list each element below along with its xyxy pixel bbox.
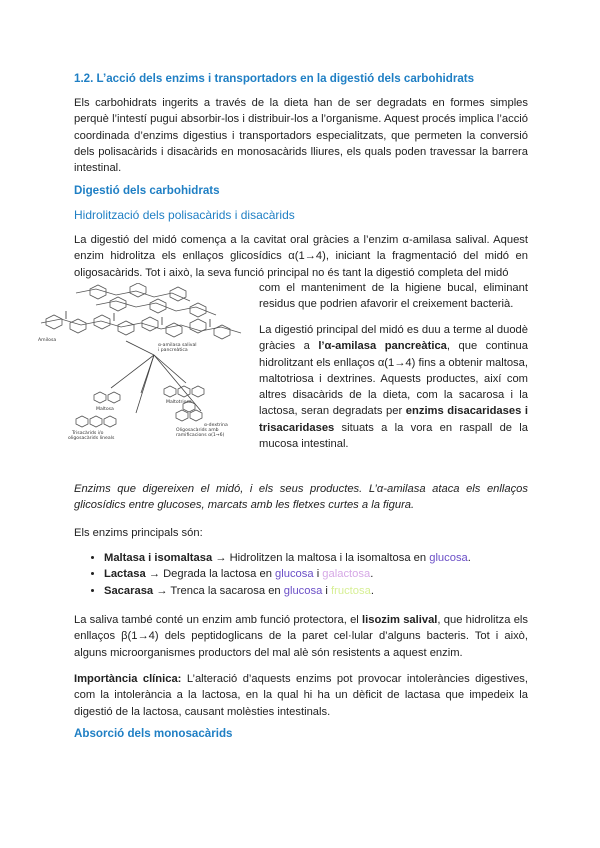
figure-caption: Enzims que digereixen el midó, i els seus productes. L’α-amilasa ataca els enllaços glicosídics entre glucoses, marcats amb les fletxes curtes a la figura. xyxy=(74,483,528,512)
label-amilasa: α-amilasa salival i pancreàtica xyxy=(158,343,197,353)
list-item: • Maltasa i isomaltasa → Hidrolitzen la maltosa i la isomaltosa en glucosa. xyxy=(104,550,534,566)
attack-arrows xyxy=(66,311,210,327)
heading-hidrolitzacio: Hidrolització dels polisacàrids i disacàrids xyxy=(74,208,295,222)
heading-absorcio: Absorció dels monosacàrids xyxy=(74,727,233,740)
alpha-amilasa-pancreatica: l’α-amilasa pancreàtica xyxy=(318,340,447,353)
clinica-label: Importància clínica: xyxy=(74,673,182,685)
label-amilosa: Amilosa xyxy=(38,338,57,343)
label-maltosa: Maltosa xyxy=(96,407,114,412)
paragraph-lisozim: La saliva també conté un enzim amb funció protectora, el lisozim salival, que hidrolitza els enllaços β(1→4) dels peptidoglicans de la paret cel·lular d’alguns bacteris. Tot i això, alguns microorganismes productors del mal alè són resistents a aquest enzim. xyxy=(74,614,528,659)
disacaridases-term: enzims disacaridases i trisacaridases xyxy=(259,405,529,434)
section-title: 1.2. L’acció dels enzims i transportadors en la digestió dels carbohidrats xyxy=(74,72,475,85)
paragraph-clinica: Importància clínica: L’alteració d’aquests enzims pot provocar intoleràncies digestives, com la intolerància a la lactosa, en la qual hi ha un dèficit de lactasa que impedeix la digestió de la lactosa, causant molèsties intestinals. xyxy=(74,673,528,718)
paragraph-midó: La digestió del midó comença a la cavitat oral gràcies a l’enzim α-amilasa salival. Aquest enzim hidrolitza els enllaços glicosídics α(1→4), iniciant la fragmentació del midó en oligosacàrids. Tot i això, la seva funció principal no és tant la digestió completa del midó xyxy=(74,234,528,279)
starch-digestion-figure xyxy=(36,283,254,446)
enzims-list xyxy=(74,550,534,599)
lisozim-term: lisozim salival xyxy=(362,614,438,626)
label-dextrina: α-dextrina xyxy=(204,423,228,428)
intro-paragraph: Els carbohidrats ingerits a través de la dieta han de ser degradats en formes simples perquè l’intestí pugui absorbir-los i distribuir-los a l’organisme. Aquest procés implica l’acció coordinada d’enzims digestius i transportadors especialitzats, que permeten la conversió dels polisacàrids i disacàrids en monosacàrids lliures, els quals poden travessar la barrera intestinal. xyxy=(74,97,528,175)
label-maltotriosa: Maltotriosa xyxy=(166,400,192,405)
list-item: • Lactasa → Degrada la lactosa en glucosa i galactosa. xyxy=(104,566,534,582)
main-chain xyxy=(41,319,241,333)
label-cap1: Trisacàrids i/o oligosacàrids lineals xyxy=(68,431,115,441)
paragraph-midó-cont: com el manteniment de la higiene bucal, eliminant residus que podrien afavorir el creixement bacterià. xyxy=(259,282,528,311)
heading-digestio: Digestió dels carbohidrats xyxy=(74,184,220,197)
branch-chain-top xyxy=(76,289,190,301)
label-cap2: Oligosacàrids amb ramificacions α(1→6) xyxy=(176,428,225,438)
list-item: • Sacarasa → Trenca la sacarosa en glucosa i fructosa. xyxy=(104,583,534,599)
enzims-intro: Els enzims principals són: xyxy=(74,527,203,539)
paragraph-duode: La digestió principal del midó es duu a terme al duodè gràcies a l’α-amilasa pancreàtica, que continua hidrolitzant els enllaços α(1→4) fins a obtenir maltosa, maltotriosa i dextrines. Aquests productes, així com altres disacàrids de la dieta, com la sacarosa i la lactosa, seran degradats per enzims disacaridases i trisacaridases situats a la vora en raspall de la mucosa intestinal. xyxy=(259,324,529,451)
